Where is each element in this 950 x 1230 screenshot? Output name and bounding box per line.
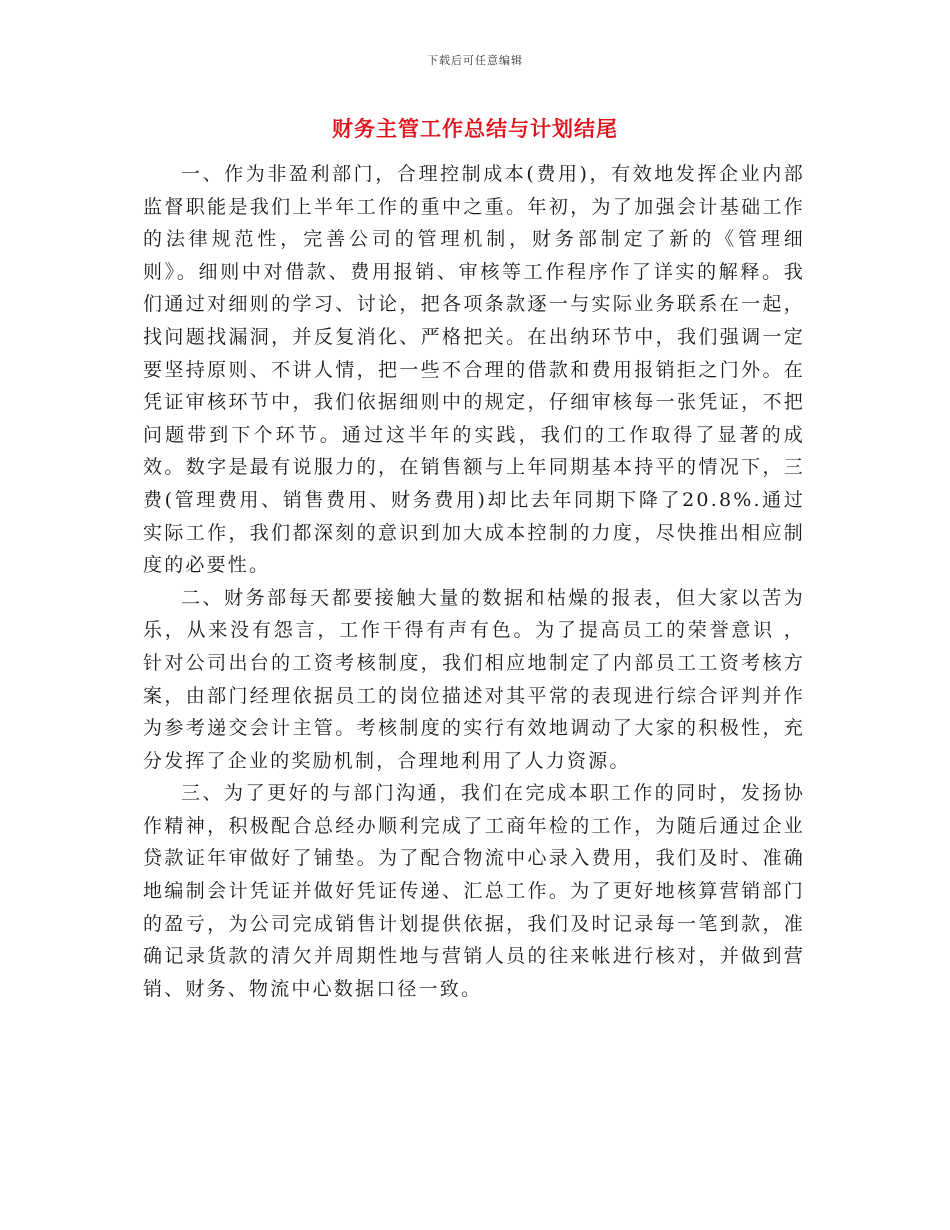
document-title: 财务主管工作总结与计划结尾 bbox=[332, 116, 618, 141]
download-note: 下载后可任意编辑 bbox=[427, 54, 523, 67]
paragraph-3: 三、为了更好的与部门沟通，我们在完成本职工作的同时，发扬协作精神，积极配合总经办顺利完成了工商年检的工作，为随后通过企业贷款证年审做好了铺垫。为了配合物流中心录入费用，我们及时、准确地编制会计凭证并做好凭证传递、汇总工作。为了更好地核算营销部门的盈亏，为公司完成销售计划提供依据，我们及时记录每一笔到款，准确记录货款的清欠并周期性地与营销人员的往来帐进行核对，并做到营销、财务、物流中心数据口径一致。 bbox=[143, 782, 805, 1000]
paragraph-2: 二、财务部每天都要接触大量的数据和枯燥的报表，但大家以苦为乐，从来没有怨言，工作干得有声有色。为了提高员工的荣誉意识 ，针对公司出台的工资考核制度，我们相应地制定了内部员工工资考核方案，由部门经理依据员工的岗位描述对其平常的表现进行综合评判并作为参考递交会计主管。考核制度的实行有效地调动了大家的积极性，充分发挥了企业的奖励机制，合理地利用了人力资源。 bbox=[143, 586, 805, 772]
document-body bbox=[143, 158, 805, 1005]
paragraph-1: 一、作为非盈利部门，合理控制成本(费用)，有效地发挥企业内部监督职能是我们上半年工作的重中之重。年初，为了加强会计基础工作的法律规范性，完善公司的管理机制，财务部制定了新的《管理细则》。细则中对借款、费用报销、审核等工作程序作了详实的解释。我们通过对细则的学习、讨论，把各项条款逐一与实际业务联系在一起，找问题找漏洞，并反复消化、严格把关。在出纳环节中，我们强调一定要坚持原则、不讲人情，把一些不合理的借款和费用报销拒之门外。在凭证审核环节中，我们依据细则中的规定，仔细审核每一张凭证，不把问题带到下个环节。通过这半年的实践，我们的工作取得了显著的成效。数字是最有说服力的，在销售额与上年同期基本持平的情况下，三费(管理费用、销售费用、财务费用)却比去年同期下降了20.8%.通过实际工作，我们都深刻的意识到加大成本控制的力度，尽快推出相应制度的必要性。 bbox=[143, 163, 805, 577]
